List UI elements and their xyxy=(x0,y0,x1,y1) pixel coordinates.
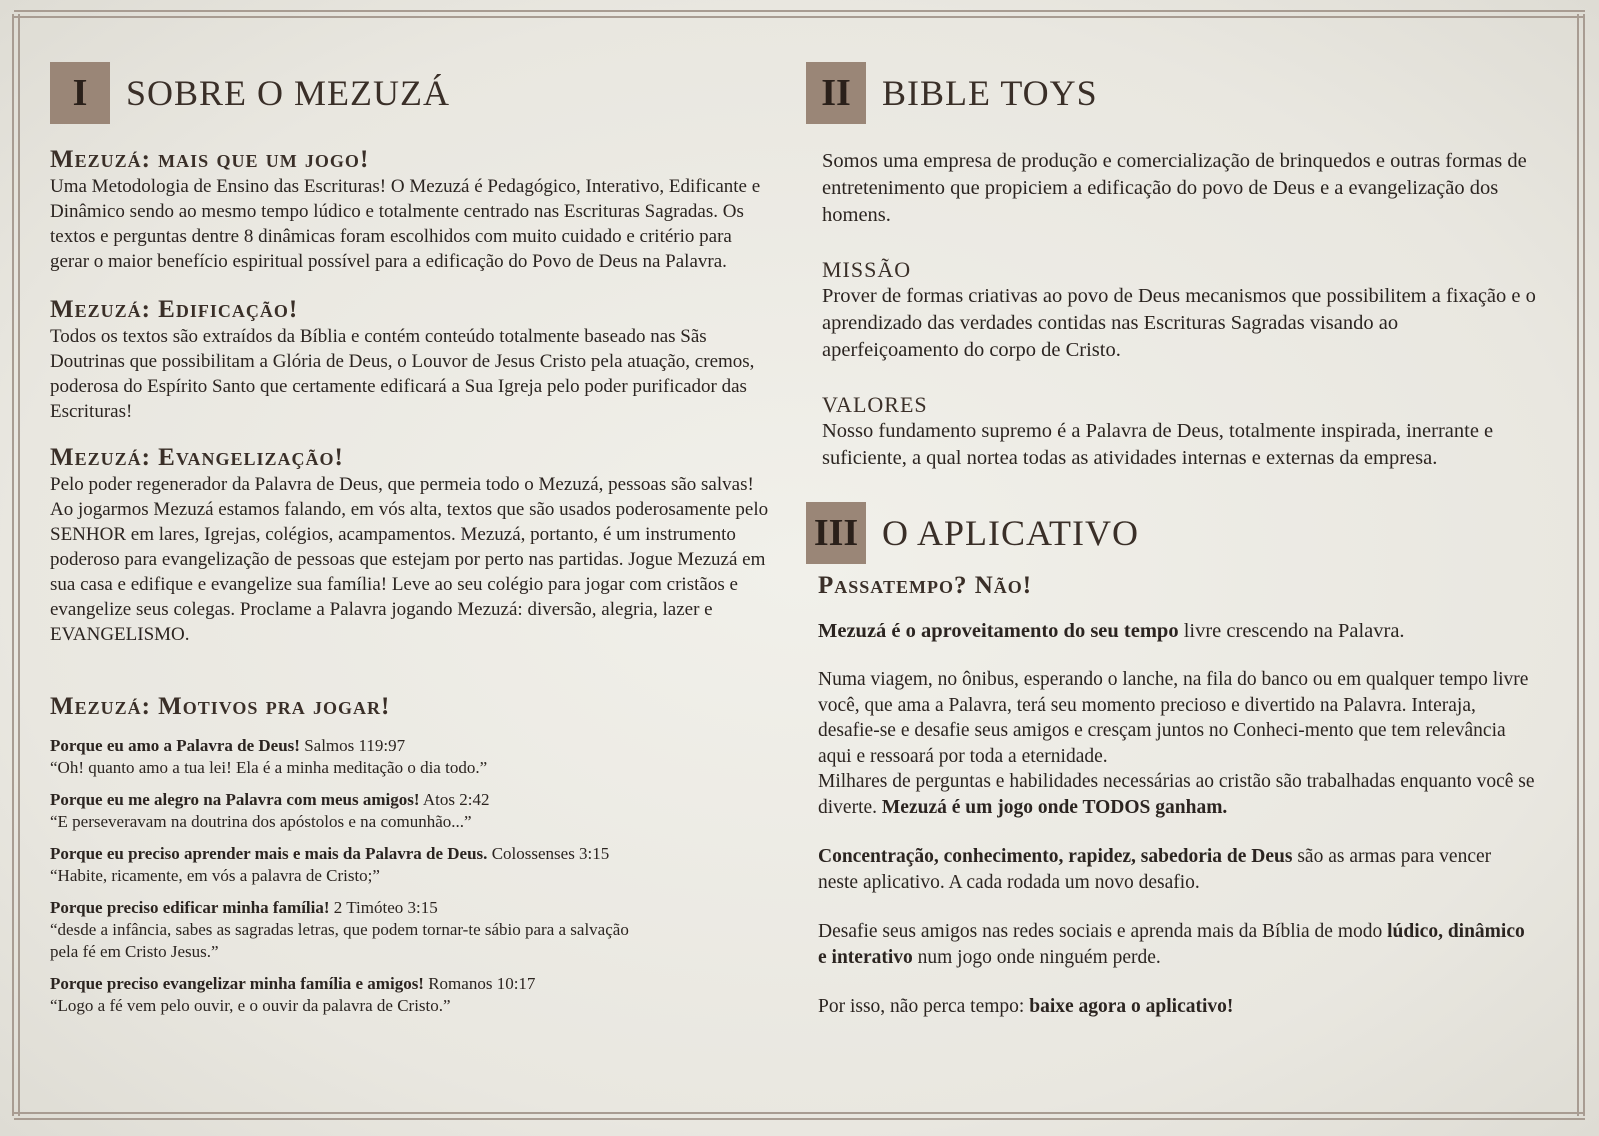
reason-item xyxy=(50,897,770,963)
reason-quote: “E perseveravam na doutrina dos apóstolos e na comunhão...” xyxy=(50,812,472,831)
text: Desafie seus amigos nas redes sociais e aprenda mais da Bíblia de modo xyxy=(818,921,1388,942)
left-column xyxy=(50,62,770,1027)
bible-toys-body xyxy=(822,148,1536,472)
reason-item xyxy=(50,789,770,833)
mission-label: MISSÃO xyxy=(822,257,912,282)
text: num jogo onde ninguém perde. xyxy=(912,946,1161,968)
border-left xyxy=(12,14,20,1116)
reason-ref: Romanos 10:17 xyxy=(428,974,536,993)
subheading: Passatempo? Não! xyxy=(818,572,1033,599)
subheading: Mezuzá: Edificação! xyxy=(50,296,299,323)
block-motivos xyxy=(50,693,770,1017)
reason-ref: Colossenses 3:15 xyxy=(491,844,610,863)
paragraph xyxy=(818,844,1536,895)
reason-title: Porque preciso evangelizar minha família e amigos! xyxy=(50,974,424,993)
paragraph: Prover de formas criativas ao povo de Deus mecanismos que possibilitem a fixação e o aprendizado das verdades contidas nas Escrituras Sagradas visando ao aperfeiçoamento do corpo de Cristo. xyxy=(822,285,1536,361)
reason-quote: “Logo a fé vem pelo ouvir, e o ouvir da palavra de Cristo.” xyxy=(50,996,451,1015)
reason-ref: 2 Timóteo 3:15 xyxy=(333,898,438,917)
paragraph xyxy=(818,919,1536,970)
border-top xyxy=(14,10,1585,18)
bold-text: Concentração, conhecimento, rapidez, sabedoria de Deus xyxy=(818,846,1293,867)
block-edificacao xyxy=(50,296,770,424)
section-number: III xyxy=(806,502,866,564)
bold-text: baixe agora o aplicativo! xyxy=(1029,996,1234,1017)
paragraph xyxy=(818,769,1536,820)
reason-item xyxy=(50,843,770,887)
section-title: O APLICATIVO xyxy=(882,513,1140,553)
paragraph xyxy=(818,618,1536,645)
block-evangelizacao xyxy=(50,444,770,647)
paragraph: Pelo poder regenerador da Palavra de Deus, que permeia todo o Mezuzá, pessoas são salvas! Ao jogarmos Mezuzá estamos falando, em vós alta, textos que são usados poderosamente pelo SENHOR em lares, Igrejas, colégios, acampamentos. Mezuzá, portanto, é um instrumento poderoso para evangelização de pessoas que estejam por perto nas partidas. Jogue Mezuzá em sua casa e edifique e evangelize sua família! Leve ao seu colégio para jogar com cristãos e evangelize seus colegas. Proclame a Palavra jogando Mezuzá: diversão, alegria, lazer e EVANGELISMO. xyxy=(50,474,769,645)
section-title: SOBRE O MEZUZÁ xyxy=(126,73,451,113)
values-label: VALORES xyxy=(822,392,928,417)
paragraph: Todos os textos são extraídos da Bíblia e contém conteúdo totalmente baseado nas Sãs Doutrinas que possibilitam a Glória de Deus, o Louvor de Jesus Cristo pela atuação, cremos, poderosa do Espírito Santo que certamente edificará a Sua Igreja pelo poder purificador das Escrituras! xyxy=(50,326,755,422)
section-number: II xyxy=(806,62,866,124)
subheading: Mezuzá: Evangelização! xyxy=(50,444,344,471)
section-header-1 xyxy=(50,62,770,124)
section-header-3 xyxy=(806,502,1536,564)
reason-ref: Salmos 119:97 xyxy=(304,736,406,755)
right-column xyxy=(806,62,1536,1020)
reason-title: Porque preciso edificar minha família! xyxy=(50,898,330,917)
reason-title: Porque eu me alegro na Palavra com meus amigos! xyxy=(50,790,420,809)
paragraph xyxy=(818,994,1536,1020)
section-header-2 xyxy=(806,62,1536,124)
block-mais-que-jogo xyxy=(50,146,770,274)
subheading: Mezuzá: mais que um jogo! xyxy=(50,146,370,173)
bold-text: Mezuzá é o aproveitamento do seu tempo xyxy=(818,620,1179,642)
section-number: I xyxy=(50,62,110,124)
reason-item xyxy=(50,973,770,1017)
bold-text: lúdico, dinâmico e interativo xyxy=(818,921,1525,968)
reason-quote: “desde a infância, sabes as sagradas letras, que podem tornar-te sábio para a salvação pela fé em Cristo Jesus.” xyxy=(50,920,629,961)
border-bottom xyxy=(14,1112,1585,1120)
reason-item xyxy=(50,735,770,779)
app-body xyxy=(818,572,1536,1020)
text: Por isso, não perca tempo: xyxy=(818,996,1030,1017)
border-right xyxy=(1577,14,1585,1116)
reason-ref: Atos 2:42 xyxy=(422,790,490,809)
text: Milhares de perguntas e habilidades necessárias ao cristão são trabalhadas enquanto você se diverte. xyxy=(818,771,1535,818)
bold-text: Mezuzá é um jogo onde TODOS ganham. xyxy=(881,796,1228,818)
reason-quote: “Habite, ricamente, em vós a palavra de Cristo;” xyxy=(50,866,380,885)
subheading: Mezuzá: Motivos pra jogar! xyxy=(50,693,391,720)
text: livre crescendo na Palavra. xyxy=(1178,620,1405,642)
section-title: BIBLE TOYS xyxy=(882,73,1098,113)
paragraph: Somos uma empresa de produção e comercialização de brinquedos e outras formas de entretenimento que propiciem a edificação do povo de Deus e a evangelização dos homens. xyxy=(822,150,1527,226)
paragraph: Numa viagem, no ônibus, esperando o lanche, na fila do banco ou em qualquer tempo livre você, que ama a Palavra, terá seu momento precioso e divertido na Palavra. Interaja, desafie-se e desafie seus amigos e cresçam juntos no Conheci-mento que tem relevância aqui e ressoará por toda a eternidade. xyxy=(818,669,1529,767)
reason-quote: “Oh! quanto amo a tua lei! Ela é a minha meditação o dia todo.” xyxy=(50,758,488,777)
reason-title: Porque eu preciso aprender mais e mais da Palavra de Deus. xyxy=(50,844,488,863)
paragraph: Nosso fundamento supremo é a Palavra de Deus, totalmente inspirada, inerrante e suficiente, a qual nortea todas as atividades internas e externas da empresa. xyxy=(822,420,1494,469)
reason-title: Porque eu amo a Palavra de Deus! xyxy=(50,736,300,755)
text: são as armas para vencer neste aplicativo. A cada rodada um novo desafio. xyxy=(818,846,1492,893)
paragraph: Uma Metodologia de Ensino das Escrituras! O Mezuzá é Pedagógico, Interativo, Edificante e Dinâmico sendo ao mesmo tempo lúdico e totalmente centrado nas Escrituras Sagradas. Os textos e perguntas dentre 8 dinâmicas foram escolhidos com muito cuidado e critério para gerar o maior benefício espiritual possível para a edificação do Povo de Deus na Palavra. xyxy=(50,176,761,272)
